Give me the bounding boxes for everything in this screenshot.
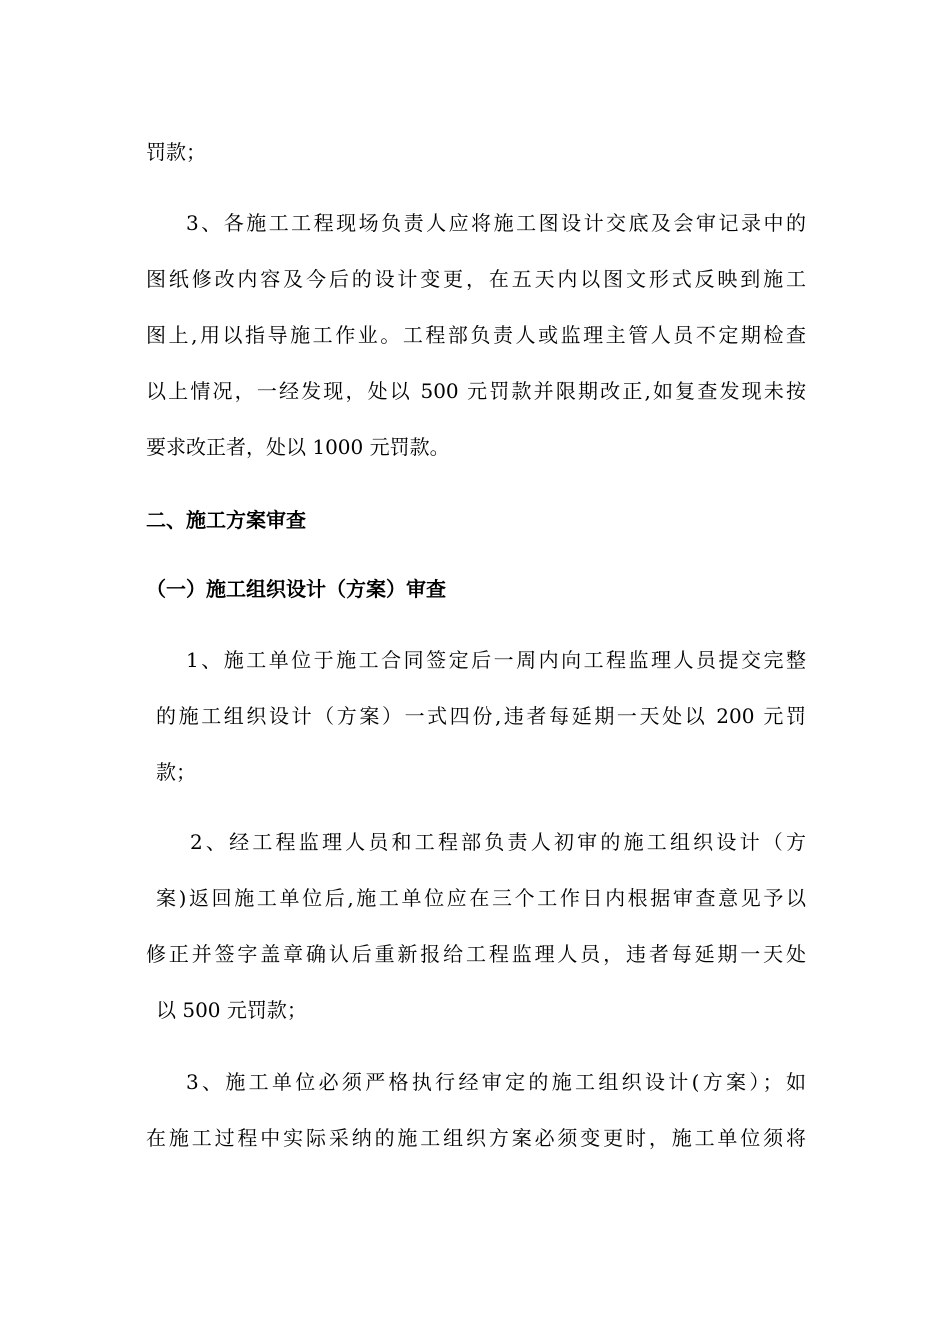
paragraph-line: 修正并签字盖章确认后重新报给工程监理人员，违者每延期一天处 bbox=[146, 942, 806, 966]
paragraph-line: 3、各施工工程现场负责人应将施工图设计交底及会审记录中的 bbox=[186, 211, 806, 235]
paragraph-line: 2、经工程监理人员和工程部负责人初审的施工组织设计（方 bbox=[190, 830, 806, 854]
paragraph-line: 案)返回施工单位后,施工单位应在三个工作日内根据审查意见予以 bbox=[156, 886, 806, 910]
paragraph-line: 在施工过程中实际采纳的施工组织方案必须变更时，施工单位须将 bbox=[146, 1126, 806, 1150]
paragraph-line: 图上,用以指导施工作业。工程部负责人或监理主管人员不定期检查 bbox=[146, 323, 806, 347]
paragraph-line: 罚款； bbox=[146, 140, 206, 164]
section-heading: 二、施工方案审查 bbox=[146, 508, 306, 532]
paragraph-line: 图纸修改内容及今后的设计变更，在五天内以图文形式反映到施工 bbox=[146, 267, 806, 291]
paragraph-line: 的施工组织设计（方案）一式四份,违者每延期一天处以 200 元罚 bbox=[156, 704, 806, 728]
paragraph-line: 3、施工单位必须严格执行经审定的施工组织设计(方案）；如 bbox=[186, 1070, 806, 1094]
paragraph-line: 以 500 元罚款； bbox=[156, 998, 307, 1022]
subsection-heading: （一）施工组织设计（方案）审查 bbox=[146, 577, 446, 601]
paragraph-line: 以上情况，一经发现，处以 500 元罚款并限期改正,如复查发现未按 bbox=[146, 379, 806, 403]
paragraph-line: 1、施工单位于施工合同签定后一周内向工程监理人员提交完整 bbox=[186, 648, 806, 672]
paragraph-line: 款； bbox=[156, 760, 196, 784]
paragraph-line: 要求改正者，处以 1000 元罚款。 bbox=[146, 435, 450, 459]
